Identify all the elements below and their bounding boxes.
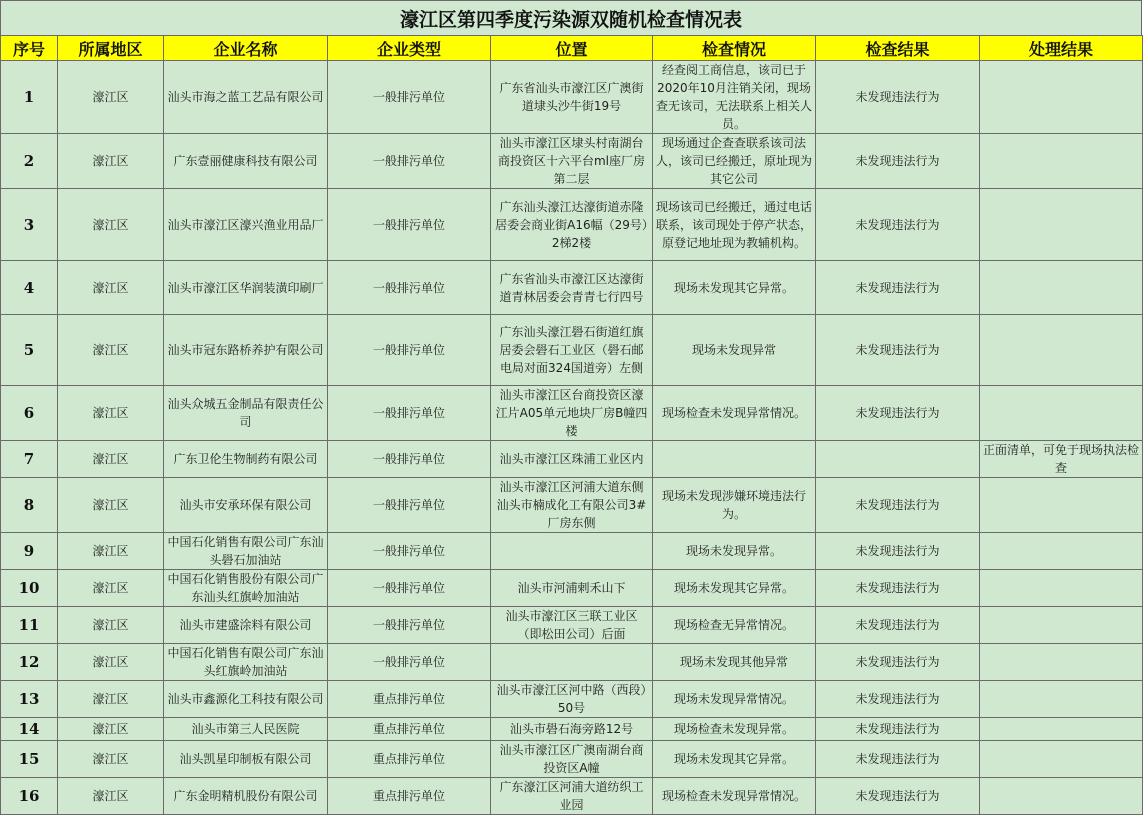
cell-location[interactable]: 广东省汕头市濠江区达濠街道青林居委会青青七行四号 [491,261,653,315]
header-company[interactable]: 企业名称 [164,36,328,61]
header-row [1,36,1143,61]
cell-location[interactable]: 广东省汕头市濠江区广澳街道埭头沙牛街19号 [491,61,653,134]
cell-handling[interactable] [980,134,1143,189]
cell-inspection[interactable]: 现场未发现其它异常。 [653,570,816,607]
header-no[interactable]: 序号 [1,36,58,61]
cell-region[interactable]: 濠江区 [58,134,164,189]
cell-inspection[interactable]: 现场通过企查查联系该司法人，该司已经搬迁，原址现为其它公司 [653,134,816,189]
cell-company[interactable]: 汕头市安承环保有限公司 [164,478,328,533]
cell-company[interactable]: 汕头市鑫源化工科技有限公司 [164,681,328,718]
cell-result[interactable]: 未发现违法行为 [816,778,980,815]
cell-handling[interactable] [980,261,1143,315]
cell-result[interactable]: 未发现违法行为 [816,570,980,607]
table-row [1,134,1143,189]
cell-type[interactable]: 一般排污单位 [328,134,491,189]
table-row [1,189,1143,261]
cell-result[interactable]: 未发现违法行为 [816,189,980,261]
cell-handling[interactable] [980,570,1143,607]
table-title: 濠江区第四季度污染源双随机检查情况表 [0,0,1142,36]
cell-company[interactable]: 汕头众城五金制品有限责任公司 [164,386,328,441]
cell-region[interactable]: 濠江区 [58,386,164,441]
cell-location[interactable]: 广东濠江区河浦大道纺织工业园 [491,778,653,815]
cell-region[interactable]: 濠江区 [58,478,164,533]
cell-handling[interactable] [980,315,1143,386]
cell-location[interactable]: 汕头市濠江区台商投资区濠江片A05单元地块厂房B幢四楼 [491,386,653,441]
cell-region[interactable]: 濠江区 [58,778,164,815]
cell-region[interactable]: 濠江区 [58,607,164,644]
cell-region[interactable]: 濠江区 [58,315,164,386]
header-location[interactable]: 位置 [491,36,653,61]
cell-no[interactable]: 8 [1,478,58,533]
cell-location[interactable]: 汕头市濠江区广澳南湖台商投资区A幢 [491,741,653,778]
cell-company[interactable]: 中国石化销售有限公司广东汕头礐石加油站 [164,533,328,570]
cell-type[interactable]: 一般排污单位 [328,386,491,441]
cell-company[interactable]: 广东卫伦生物制药有限公司 [164,441,328,478]
cell-location[interactable]: 汕头市濠江区珠浦工业区内 [491,441,653,478]
cell-inspection[interactable]: 现场检查未发现异常情况。 [653,778,816,815]
cell-handling[interactable]: 正面清单，可免于现场执法检查 [980,441,1143,478]
cell-region[interactable]: 濠江区 [58,718,164,741]
cell-no[interactable]: 3 [1,189,58,261]
cell-type[interactable]: 一般排污单位 [328,533,491,570]
cell-type[interactable]: 一般排污单位 [328,441,491,478]
cell-inspection[interactable]: 现场未发现涉嫌环境违法行为。 [653,478,816,533]
cell-result[interactable]: 未发现违法行为 [816,61,980,134]
cell-region[interactable]: 濠江区 [58,61,164,134]
cell-region[interactable]: 濠江区 [58,570,164,607]
cell-type[interactable]: 重点排污单位 [328,741,491,778]
table-row [1,261,1143,315]
cell-handling[interactable] [980,778,1143,815]
cell-no[interactable]: 2 [1,134,58,189]
cell-inspection[interactable]: 现场检查未发现异常。 [653,718,816,741]
cell-region[interactable]: 濠江区 [58,741,164,778]
cell-handling[interactable] [980,478,1143,533]
cell-result[interactable]: 未发现违法行为 [816,741,980,778]
cell-type[interactable]: 一般排污单位 [328,478,491,533]
table-row [1,61,1143,134]
cell-location[interactable]: 汕头市濠江区三联工业区（即松田公司）后面 [491,607,653,644]
cell-inspection[interactable]: 现场未发现其它异常。 [653,741,816,778]
cell-inspection[interactable]: 现场未发现异常情况。 [653,681,816,718]
cell-region[interactable]: 濠江区 [58,189,164,261]
cell-location[interactable] [491,644,653,681]
cell-no[interactable]: 11 [1,607,58,644]
cell-result[interactable]: 未发现违法行为 [816,681,980,718]
cell-no[interactable]: 4 [1,261,58,315]
cell-result[interactable]: 未发现违法行为 [816,644,980,681]
cell-company[interactable]: 汕头市濠江区华润装潢印刷厂 [164,261,328,315]
cell-handling[interactable] [980,718,1143,741]
cell-result[interactable]: 未发现违法行为 [816,386,980,441]
cell-type[interactable]: 一般排污单位 [328,315,491,386]
cell-type[interactable]: 一般排污单位 [328,607,491,644]
cell-no[interactable]: 9 [1,533,58,570]
cell-company[interactable]: 广东壹丽健康科技有限公司 [164,134,328,189]
cell-handling[interactable] [980,681,1143,718]
cell-result[interactable]: 未发现违法行为 [816,315,980,386]
cell-company[interactable]: 中国石化销售有限公司广东汕头红旗岭加油站 [164,644,328,681]
cell-handling[interactable] [980,533,1143,570]
cell-inspection[interactable]: 现场未发现异常 [653,315,816,386]
cell-inspection[interactable]: 现场未发现其它异常。 [653,261,816,315]
cell-type[interactable]: 重点排污单位 [328,778,491,815]
cell-company[interactable]: 汕头凯星印制板有限公司 [164,741,328,778]
table-row [1,607,1143,644]
cell-location[interactable]: 汕头市濠江区河浦大道东侧汕头市楠成化工有限公司3#厂房东侧 [491,478,653,533]
cell-handling[interactable] [980,386,1143,441]
cell-company[interactable]: 汕头市建盛涂料有限公司 [164,607,328,644]
cell-result[interactable]: 未发现违法行为 [816,533,980,570]
cell-company[interactable]: 汕头市海之蓝工艺品有限公司 [164,61,328,134]
cell-inspection[interactable]: 现场未发现其他异常 [653,644,816,681]
cell-company[interactable]: 中国石化销售股份有限公司广东汕头红旗岭加油站 [164,570,328,607]
cell-handling[interactable] [980,644,1143,681]
table-row [1,644,1143,681]
table-row [1,315,1143,386]
cell-no[interactable]: 14 [1,718,58,741]
header-handling[interactable]: 处理结果 [980,36,1143,61]
cell-no[interactable]: 10 [1,570,58,607]
table-row [1,386,1143,441]
cell-no[interactable]: 7 [1,441,58,478]
cell-no[interactable]: 13 [1,681,58,718]
cell-location[interactable]: 汕头市礐石海旁路12号 [491,718,653,741]
cell-location[interactable] [491,533,653,570]
table-row [1,441,1143,478]
cell-handling[interactable] [980,607,1143,644]
cell-region[interactable]: 濠江区 [58,441,164,478]
cell-no[interactable]: 5 [1,315,58,386]
cell-inspection[interactable]: 现场检查无异常情况。 [653,607,816,644]
cell-type[interactable]: 一般排污单位 [328,261,491,315]
cell-region[interactable]: 濠江区 [58,644,164,681]
cell-company[interactable]: 汕头市濠江区濠兴渔业用品厂 [164,189,328,261]
cell-company[interactable]: 汕头市第三人民医院 [164,718,328,741]
cell-result[interactable]: 未发现违法行为 [816,718,980,741]
cell-location[interactable]: 汕头市濠江区埭头村南湖台商投资区十六平台ml座厂房第二层 [491,134,653,189]
cell-inspection[interactable]: 现场检查未发现异常情况。 [653,386,816,441]
header-type[interactable]: 企业类型 [328,36,491,61]
cell-result[interactable]: 未发现违法行为 [816,478,980,533]
table-row [1,681,1143,718]
cell-result[interactable]: 未发现违法行为 [816,607,980,644]
cell-type[interactable]: 一般排污单位 [328,644,491,681]
cell-location[interactable]: 汕头市濠江区河中路（西段）50号 [491,681,653,718]
table-row [1,741,1143,778]
cell-no[interactable]: 12 [1,644,58,681]
cell-no[interactable]: 16 [1,778,58,815]
cell-inspection[interactable]: 现场未发现异常。 [653,533,816,570]
cell-company[interactable]: 广东金明精机股份有限公司 [164,778,328,815]
header-region[interactable]: 所属地区 [58,36,164,61]
cell-location[interactable]: 汕头市河浦剌禾山下 [491,570,653,607]
header-inspection[interactable]: 检查情况 [653,36,816,61]
cell-result[interactable]: 未发现违法行为 [816,261,980,315]
cell-no[interactable]: 15 [1,741,58,778]
cell-inspection[interactable]: 经查阅工商信息，该司已于2020年10月注销关闭，现场查无该司，无法联系上相关人员。 [653,61,816,134]
cell-handling[interactable] [980,741,1143,778]
cell-type[interactable]: 重点排污单位 [328,681,491,718]
cell-inspection[interactable]: 现场该司已经搬迁，通过电话联系，该司现处于停产状态，原登记地址现为教辅机构。 [653,189,816,261]
cell-type[interactable]: 一般排污单位 [328,61,491,134]
cell-type[interactable]: 一般排污单位 [328,189,491,261]
table-row [1,478,1143,533]
table-row [1,778,1143,815]
cell-handling[interactable] [980,189,1143,261]
cell-no[interactable]: 6 [1,386,58,441]
cell-location[interactable]: 广东汕头濠江达濠街道赤隆居委会商业街A16幅（29号）2梯2楼 [491,189,653,261]
cell-region[interactable]: 濠江区 [58,681,164,718]
cell-type[interactable]: 重点排污单位 [328,718,491,741]
cell-company[interactable]: 汕头市冠东路桥养护有限公司 [164,315,328,386]
cell-result[interactable] [816,441,980,478]
cell-type[interactable]: 一般排污单位 [328,570,491,607]
cell-handling[interactable] [980,61,1143,134]
cell-region[interactable]: 濠江区 [58,261,164,315]
cell-location[interactable]: 广东汕头濠江礐石街道红旗居委会礐石工业区（礐石邮电局对面324国道旁）左侧 [491,315,653,386]
table-row [1,533,1143,570]
table-row [1,570,1143,607]
table-row [1,718,1143,741]
cell-inspection[interactable] [653,441,816,478]
cell-result[interactable]: 未发现违法行为 [816,134,980,189]
header-result[interactable]: 检查结果 [816,36,980,61]
inspection-table [0,35,1143,815]
cell-region[interactable]: 濠江区 [58,533,164,570]
cell-no[interactable]: 1 [1,61,58,134]
